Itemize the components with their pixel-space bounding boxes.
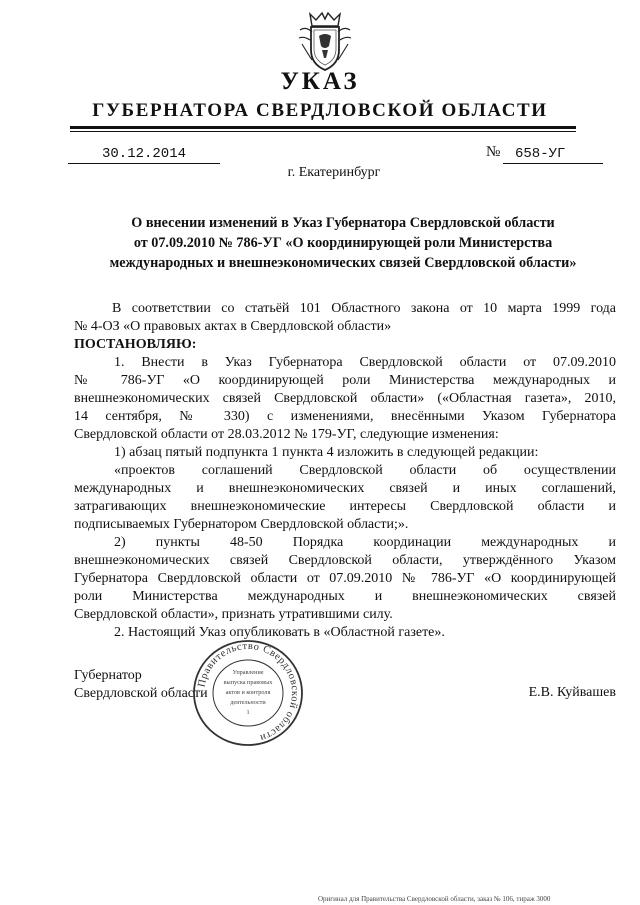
- body-line: Губернатора Свердловской области от 07.09.2010 № 786-УГ «О координирующей: [74, 571, 616, 586]
- body-line: внешнеэкономических связей Свердловской области, утверждённого Указом: [74, 553, 616, 568]
- decree-heading: [80, 213, 606, 273]
- svg-text:актов и контроля: актов и контроля: [225, 689, 271, 696]
- footer-note: Оригинал для Правительства Свердловской области, заказ № 106, тираж 3000: [318, 895, 551, 903]
- svg-text:Управление: Управление: [232, 669, 264, 676]
- signatory-position: Губернатор: [74, 668, 142, 683]
- signatory-region: Свердловской области: [74, 686, 208, 701]
- body-line: 1) абзац пятый подпункта 1 пункта 4 изложить в следующей редакции:: [114, 445, 539, 460]
- signatory-name: Е.В. Куйвашев: [528, 685, 616, 700]
- body-line: № 4-ОЗ «О правовых актах в Свердловской области»: [74, 319, 392, 334]
- body-line: Свердловской области», признать утратившими силу.: [74, 607, 393, 622]
- official-stamp: [188, 638, 308, 748]
- heading-line: О внесении изменений в Указ Губернатора Свердловской области: [131, 215, 555, 231]
- svg-text:Правительство Свердловской обл: Правительство Свердловской области: [196, 640, 301, 744]
- decree-number: 658-УГ: [503, 145, 603, 164]
- body-line: № 786-УГ «О координирующей роли Министерства международных и: [74, 373, 616, 388]
- header-rule-thick: [70, 126, 576, 129]
- body-line: 2) пункты 48-50 Порядка координации международных и: [114, 535, 616, 550]
- heading-line: международных и внешнеэкономических связей Свердловской области»: [109, 255, 577, 271]
- number-sign: №: [486, 144, 501, 160]
- body-line: подписываемых Губернатором Свердловской области;».: [74, 517, 409, 532]
- decree-date: 30.12.2014: [68, 145, 220, 164]
- header-rule-thin: [70, 131, 576, 132]
- body-line: международных и внешнеэкономических связей и иных соглашений,: [74, 481, 616, 496]
- coat-of-arms-icon: [296, 10, 354, 74]
- body-line: роли Министерства международных и внешнеэкономических связей: [74, 589, 616, 604]
- body-line: 14 сентября, № 330) с изменениями, внесёнными Указом Губернатора: [74, 409, 616, 424]
- body-line-resolve: ПОСТАНОВЛЯЮ:: [74, 337, 197, 352]
- body-line: 1. Внести в Указ Губернатора Свердловской области от 07.09.2010: [114, 355, 616, 370]
- body-line: В соответствии со статьёй 101 Областного закона от 10 марта 1999 года: [112, 301, 616, 316]
- issuer-title: ГУБЕРНАТОРА СВЕРДЛОВСКОЙ ОБЛАСТИ: [92, 100, 548, 121]
- city: г. Екатеринбург: [287, 165, 381, 180]
- body-line: «проектов соглашений Свердловской области об осуществлении: [114, 463, 616, 478]
- document-type-title: УКАЗ: [280, 68, 360, 95]
- svg-text:деятельности: деятельности: [230, 699, 266, 706]
- svg-text:1: 1: [246, 709, 250, 716]
- body-line: 2. Настоящий Указ опубликовать в «Областной газете».: [114, 625, 445, 640]
- body-line: внешнеэкономических связей Свердловской области» («Областная газета», 2010,: [74, 391, 616, 406]
- svg-text:выпуска правовых: выпуска правовых: [223, 679, 273, 686]
- body-line: затрагивающих внешнеэкономические интересы Свердловской области и: [74, 499, 616, 514]
- body-line: Свердловской области от 28.03.2012 № 179-УГ, следующие изменения:: [74, 427, 499, 442]
- heading-line: от 07.09.2010 № 786-УГ «О координирующей роли Министерства: [133, 235, 553, 251]
